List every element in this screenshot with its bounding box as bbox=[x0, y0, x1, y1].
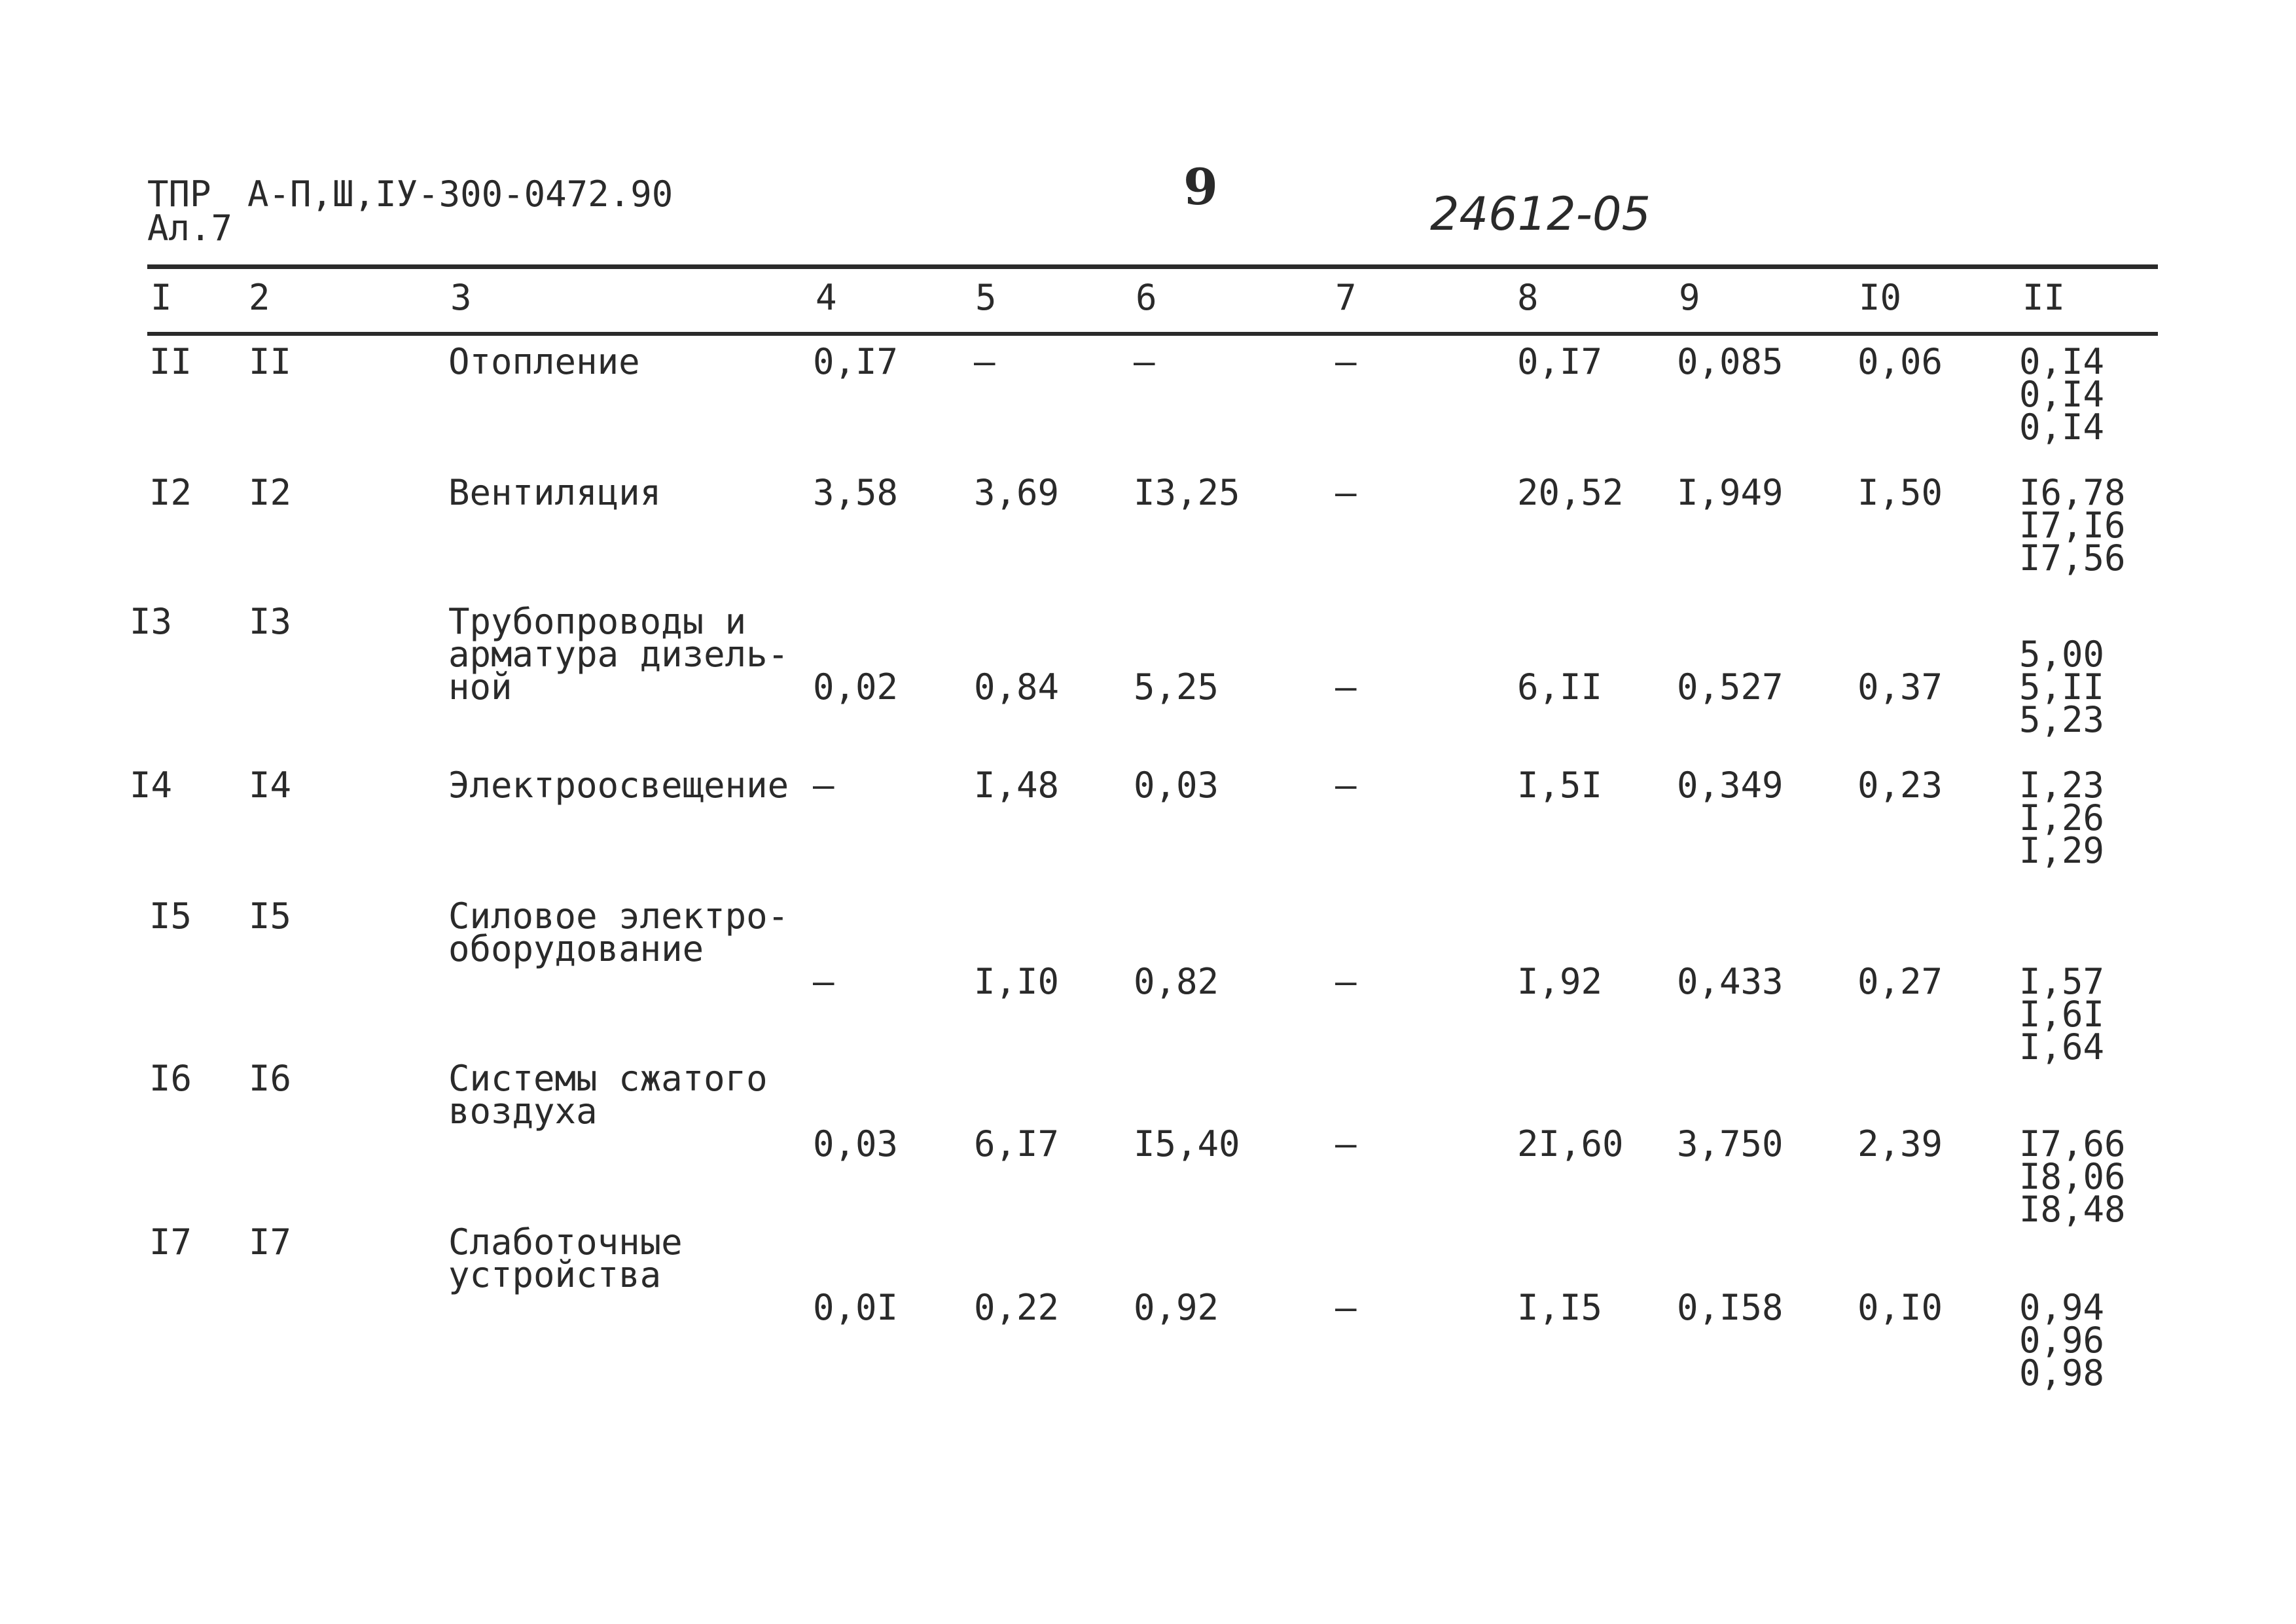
item-name: Системы сжатого воздуха bbox=[448, 1058, 768, 1132]
table-cell-value: 0,527 bbox=[1677, 666, 1784, 708]
table-cell-value: 3,69 bbox=[974, 472, 1060, 513]
table-cell-value: – bbox=[1335, 666, 1357, 708]
document-code: А-П,Ш,IУ-300-0472.90 bbox=[247, 173, 673, 215]
item-number: I3 bbox=[249, 601, 292, 642]
item-number: II bbox=[249, 341, 292, 382]
value-stack: I,57 I,6I I,64 bbox=[2019, 961, 2105, 1068]
table-cell-value: I,48 bbox=[974, 765, 1060, 806]
table-cell-value: I,I0 bbox=[974, 961, 1060, 1002]
table-cell-value: 0,02 bbox=[813, 666, 899, 708]
column-header-5: 5 bbox=[975, 277, 997, 318]
table-cell-value: 0,433 bbox=[1677, 961, 1784, 1002]
table-cell-value: I,I5 bbox=[1517, 1287, 1603, 1328]
table-cell-value: 0,22 bbox=[974, 1287, 1060, 1328]
item-number: I2 bbox=[249, 472, 292, 513]
table-cell-value: – bbox=[1335, 341, 1357, 382]
row-number: I6 bbox=[149, 1058, 192, 1099]
table-cell-value: – bbox=[1335, 1123, 1357, 1164]
table-cell-value: 2I,60 bbox=[1517, 1123, 1624, 1164]
column-header-6: 6 bbox=[1136, 277, 1157, 318]
table-cell-value: 20,52 bbox=[1517, 472, 1624, 513]
column-header-11: II bbox=[2022, 277, 2066, 318]
value-stack: I6,78 I7,I6 I7,56 bbox=[2019, 472, 2126, 579]
row-number: I4 bbox=[130, 765, 173, 806]
item-name: Электроосвещение bbox=[448, 765, 789, 806]
value-stack: 5,00 5,II 5,23 bbox=[2019, 634, 2105, 740]
table-cell-value: – bbox=[813, 765, 834, 806]
table-cell-value: 0,085 bbox=[1677, 341, 1784, 382]
table-cell-value: 6,I7 bbox=[974, 1123, 1060, 1164]
table-cell-value: 0,0I bbox=[813, 1287, 899, 1328]
column-header-8: 8 bbox=[1517, 277, 1539, 318]
table-cell-value: 0,03 bbox=[813, 1123, 899, 1164]
table-header-rule bbox=[147, 332, 2158, 336]
item-number: I5 bbox=[249, 895, 292, 937]
table-cell-value: 6,II bbox=[1517, 666, 1603, 708]
table-cell-value: 0,06 bbox=[1857, 341, 1943, 382]
table-cell-value: I5,40 bbox=[1134, 1123, 1240, 1164]
item-name: Трубопроводы и арматура дизель- ной bbox=[448, 601, 789, 708]
column-header-10: I0 bbox=[1859, 277, 1902, 318]
table-cell-value: 0,37 bbox=[1857, 666, 1943, 708]
table-cell-value: – bbox=[1335, 961, 1357, 1002]
item-name: Слаботочные устройства bbox=[448, 1221, 683, 1295]
table-cell-value: I3,25 bbox=[1134, 472, 1240, 513]
row-number: I7 bbox=[149, 1221, 192, 1263]
item-name: Силовое электро- оборудование bbox=[448, 895, 789, 969]
column-header-2: 2 bbox=[249, 277, 270, 318]
table-cell-value: – bbox=[1335, 1287, 1357, 1328]
table-cell-value: 0,82 bbox=[1134, 961, 1219, 1002]
column-header-3: 3 bbox=[450, 277, 472, 318]
value-stack: I7,66 I8,06 I8,48 bbox=[2019, 1123, 2126, 1230]
album-number: Ал.7 bbox=[147, 208, 233, 249]
table-cell-value: I,5I bbox=[1517, 765, 1603, 806]
table-cell-value: 3,750 bbox=[1677, 1123, 1784, 1164]
document-code-abbrev: ТПР bbox=[147, 173, 211, 215]
page-number: 9 bbox=[1183, 158, 1218, 216]
table-top-rule bbox=[147, 264, 2158, 269]
table-cell-value: – bbox=[813, 961, 834, 1002]
table-cell-value: 0,23 bbox=[1857, 765, 1943, 806]
row-number: I2 bbox=[149, 472, 192, 513]
table-cell-value: I,50 bbox=[1857, 472, 1943, 513]
table-cell-value: 0,84 bbox=[974, 666, 1060, 708]
table-cell-value: 5,25 bbox=[1134, 666, 1219, 708]
table-cell-value: 0,I7 bbox=[1517, 341, 1603, 382]
column-header-4: 4 bbox=[816, 277, 837, 318]
column-header-1: I bbox=[151, 277, 172, 318]
item-number: I7 bbox=[249, 1221, 292, 1263]
row-number: I3 bbox=[130, 601, 173, 642]
value-stack: 0,94 0,96 0,98 bbox=[2019, 1287, 2105, 1394]
table-cell-value: I,949 bbox=[1677, 472, 1784, 513]
table-cell-value: 0,I7 bbox=[813, 341, 899, 382]
inventory-number: 24612-05 bbox=[1430, 187, 1651, 241]
table-cell-value: 0,03 bbox=[1134, 765, 1219, 806]
table-cell-value: 3,58 bbox=[813, 472, 899, 513]
table-cell-value: 0,I58 bbox=[1677, 1287, 1784, 1328]
item-number: I4 bbox=[249, 765, 292, 806]
table-cell-value: – bbox=[974, 341, 996, 382]
table-cell-value: 0,349 bbox=[1677, 765, 1784, 806]
table-cell-value: – bbox=[1335, 765, 1357, 806]
table-cell-value: – bbox=[1134, 341, 1155, 382]
table-cell-value: 0,92 bbox=[1134, 1287, 1219, 1328]
item-name: Вентиляция bbox=[448, 472, 662, 513]
column-header-7: 7 bbox=[1335, 277, 1357, 318]
item-name: Отопление bbox=[448, 341, 640, 382]
table-cell-value: I,92 bbox=[1517, 961, 1603, 1002]
table-cell-value: 0,27 bbox=[1857, 961, 1943, 1002]
value-stack: I,23 I,26 I,29 bbox=[2019, 765, 2105, 871]
column-header-9: 9 bbox=[1679, 277, 1700, 318]
table-cell-value: 0,I0 bbox=[1857, 1287, 1943, 1328]
value-stack: 0,I4 0,I4 0,I4 bbox=[2019, 341, 2105, 448]
item-number: I6 bbox=[249, 1058, 292, 1099]
table-cell-value: 2,39 bbox=[1857, 1123, 1943, 1164]
row-number: I5 bbox=[149, 895, 192, 937]
table-cell-value: – bbox=[1335, 472, 1357, 513]
row-number: II bbox=[149, 341, 192, 382]
